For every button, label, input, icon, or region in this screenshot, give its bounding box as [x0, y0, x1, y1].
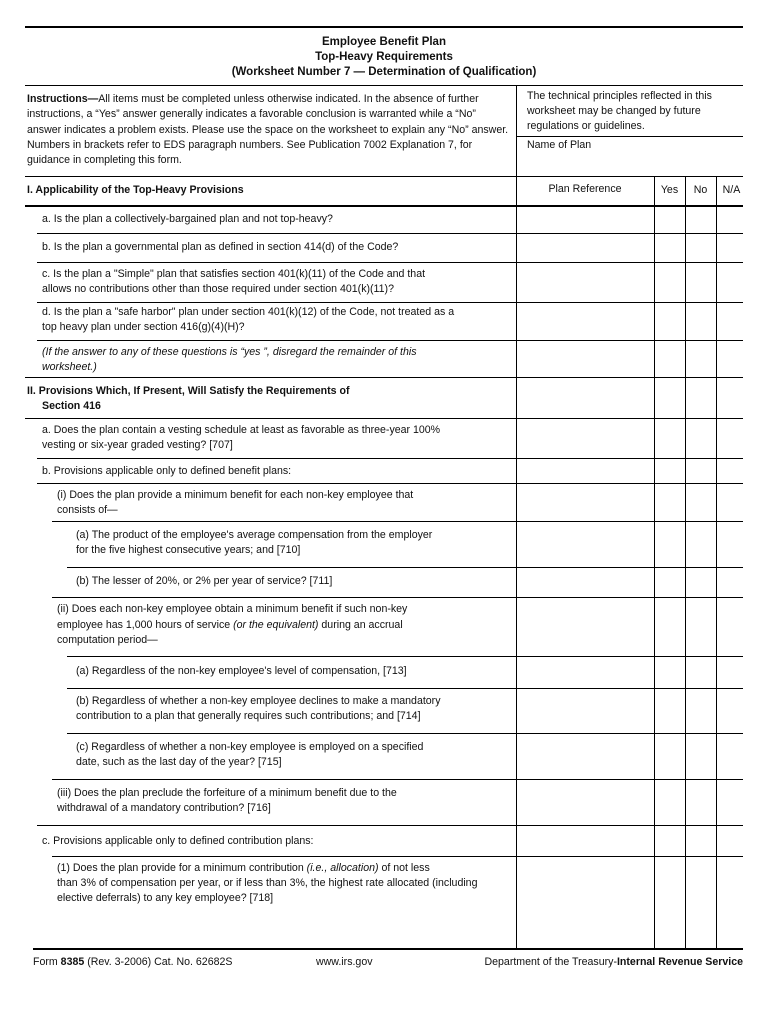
question-2a-line2: vesting or six-year graded vesting? [707]: [42, 439, 233, 451]
section1-note-line2: worksheet.): [42, 361, 97, 373]
instructions: [27, 92, 511, 168]
form-rev: (Rev. 3-2006) Cat. No. 62682S: [84, 956, 233, 968]
row-divider: [37, 340, 743, 341]
question-2b-ii-c-line1: (c) Regardless of whether a non-key employee is employed on a specified: [76, 741, 424, 753]
divider: [25, 85, 743, 86]
question-2b: b. Provisions applicable only to defined benefit plans:: [42, 465, 292, 477]
form-number: 8385: [60, 956, 85, 968]
divider: [25, 205, 743, 207]
form-title-line2: Top-Heavy Requirements: [315, 51, 453, 63]
question-2b-i-a-line2: for the five highest consecutive years; and [710]: [76, 544, 301, 556]
name-of-plan-label: Name of Plan: [527, 139, 592, 151]
question-2c-1-line2: than 3% of compensation per year, or if less than 3%, the highest rate allocated (including: [57, 877, 478, 889]
divider: [516, 136, 743, 137]
form-title-line1: Employee Benefit Plan: [322, 36, 446, 48]
question-2b-ii-text-end: during an accrual: [318, 619, 403, 631]
question-2b-ii-line2: [57, 618, 403, 633]
form-prefix: Form: [33, 956, 61, 968]
divider: [516, 85, 517, 950]
question-2b-ii-line3: computation period—: [57, 634, 158, 646]
question-2b-i-line2: consists of—: [57, 504, 118, 516]
section2-heading-line1: II. Provisions Which, If Present, Will Satisfy the Requirements of: [27, 385, 350, 397]
question-2b-ii-line1: (ii) Does each non-key employee obtain a minimum benefit if such non-key: [57, 603, 408, 615]
col-plan-reference: Plan Reference: [548, 183, 622, 195]
question-2b-ii-text: employee has 1,000 hours of service: [57, 619, 234, 631]
row-divider: [67, 567, 743, 568]
row-divider: [37, 233, 743, 234]
question-2b-iii-line1: (iii) Does the plan preclude the forfeiture of a minimum benefit due to the: [57, 787, 397, 799]
instructions-text: All items must be completed unless otherwise indicated. In the absence of further instructions, a “Yes” answer generally indicates a favorable conclusion is warranted while a “No” answer indicates a problem exists. Please use the space on the worksheet to explain any “No” answer. Numbers in brackets refer to EDS paragraph numbers. See Publication 7002 Explanation 7, for guidance in completing this form.: [27, 93, 509, 167]
question-2b-i-a-line1: (a) The product of the employee's average compensation from the employer: [76, 529, 433, 541]
top-rule: [25, 26, 743, 28]
website: www.irs.gov: [316, 956, 373, 968]
question-2c-1-text-end: of not less: [378, 862, 430, 874]
divider: [654, 176, 655, 950]
question-2b-ii-b-line1: (b) Regardless of whether a non-key employee declines to make a mandatory: [76, 695, 441, 707]
row-divider: [67, 688, 743, 689]
question-1d-line2: top heavy plan under section 416(g)(4)(H)?: [42, 321, 245, 333]
question-1c-line2: allows no contributions other than those required under section 401(k)(11)?: [42, 283, 394, 295]
question-2b-iii-line2: withdrawal of a mandatory contribution? [716]: [57, 802, 271, 814]
question-2c-1-text: (1) Does the plan provide for a minimum contribution: [57, 862, 307, 874]
row-divider: [67, 733, 743, 734]
question-2b-ii-c-line2: date, such as the last day of the year? [715]: [76, 756, 282, 768]
question-2b-i-b: (b) The lesser of 20%, or 2% per year of service? [711]: [76, 575, 333, 587]
section1-note-line1: (If the answer to any of these questions is “yes ”, disregard the remainder of this: [42, 346, 417, 358]
department-name: Department of the Treasury-: [484, 956, 617, 968]
row-divider: [37, 302, 743, 303]
instructions-label: Instructions—: [27, 93, 99, 105]
question-2b-ii-a: (a) Regardless of the non-key employee's level of compensation, [713]: [76, 665, 407, 677]
side-note: The technical principles reflected in this worksheet may be changed by future regulations or guidelines.: [527, 90, 712, 132]
col-no: No: [693, 184, 708, 196]
col-yes: Yes: [660, 184, 679, 196]
row-divider: [37, 483, 743, 484]
form-title-line3: (Worksheet Number 7 — Determination of Qualification): [231, 66, 537, 78]
row-divider: [52, 521, 743, 522]
row-divider: [67, 656, 743, 657]
divider: [25, 176, 743, 177]
row-divider: [52, 856, 743, 857]
question-2b-ii-b-line2: contribution to a plan that generally requires such contributions; and [714]: [76, 710, 421, 722]
question-2c-1-line3: elective deferrals) to any key employee? [718]: [57, 892, 274, 904]
row-divider: [37, 458, 743, 459]
divider: [716, 176, 717, 950]
divider: [25, 418, 743, 419]
agency-name: Internal Revenue Service: [616, 956, 743, 968]
department: [485, 955, 744, 970]
question-2c-1-line1: [57, 861, 430, 876]
question-2b-i-line1: (i) Does the plan provide a minimum benefit for each non-key employee that: [57, 489, 414, 501]
question-2c: c. Provisions applicable only to defined contribution plans:: [42, 835, 314, 847]
question-1c-line1: c. Is the plan a "Simple" plan that satisfies section 401(k)(11) of the Code and that: [42, 268, 426, 280]
section2-heading-line2: Section 416: [42, 400, 101, 412]
form-identifier: [33, 955, 232, 970]
divider: [685, 176, 686, 950]
question-1a: a. Is the plan a collectively-bargained plan and not top-heavy?: [42, 213, 333, 225]
bottom-rule: [33, 948, 743, 950]
question-1d-line1: d. Is the plan a "safe harbor" plan under section 401(k)(12) of the Code, not treated as a: [42, 306, 455, 318]
row-divider: [37, 825, 743, 826]
row-divider: [52, 597, 743, 598]
question-2c-1-italic: (i.e., allocation): [306, 862, 379, 874]
divider: [25, 377, 743, 378]
col-na: N/A: [722, 184, 741, 196]
section1-heading: I. Applicability of the Top-Heavy Provisions: [27, 184, 244, 196]
question-2b-ii-italic: (or the equivalent): [233, 619, 319, 631]
row-divider: [52, 779, 743, 780]
row-divider: [37, 262, 743, 263]
question-2a-line1: a. Does the plan contain a vesting schedule at least as favorable as three-year 100%: [42, 424, 441, 436]
question-1b: b. Is the plan a governmental plan as defined in section 414(d) of the Code?: [42, 241, 399, 253]
